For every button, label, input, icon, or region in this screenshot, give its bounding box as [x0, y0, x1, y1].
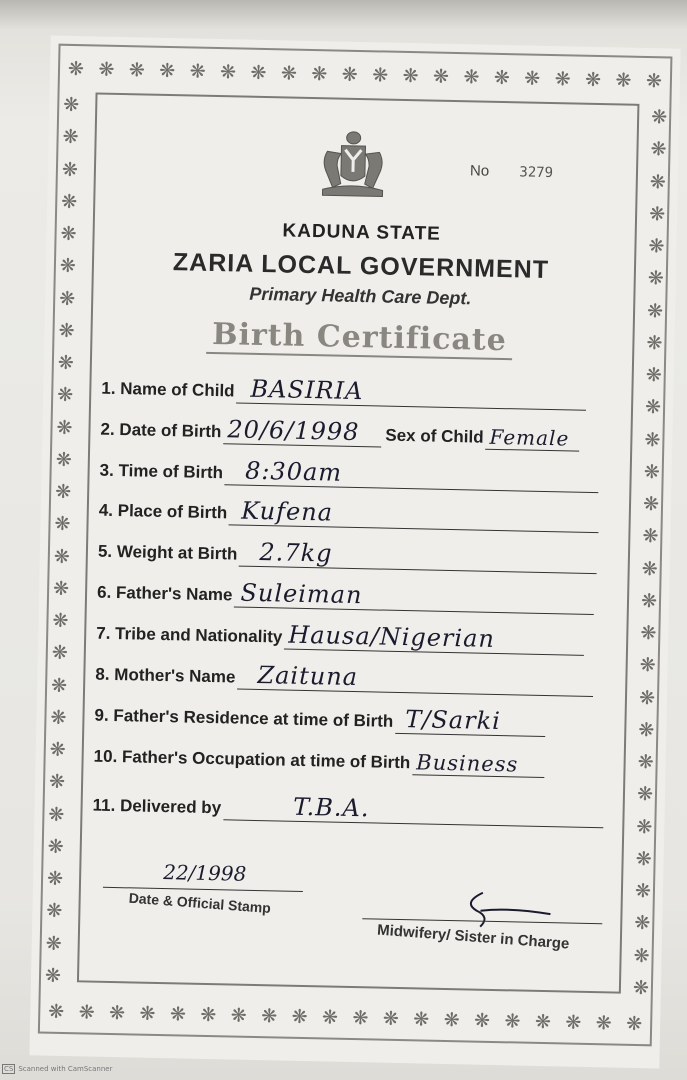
- ornament-icon: ❋: [632, 976, 650, 999]
- ornament-icon: ❋: [61, 190, 78, 213]
- ornament-icon: ❋: [650, 138, 667, 161]
- state-title: KADUNA STATE: [282, 220, 442, 245]
- ornament-icon: ❋: [352, 1007, 369, 1030]
- ornament-icon: ❋: [53, 545, 70, 568]
- field-value: 20/6/1998: [227, 415, 360, 447]
- field-label: 4. Place of Birth: [98, 500, 228, 523]
- ornament-icon: ❋: [636, 783, 654, 806]
- ornament-icon: ❋: [638, 686, 656, 709]
- ornament-icon: ❋: [584, 68, 602, 92]
- field-value: 8:30am: [244, 456, 343, 487]
- ornament-icon: ❋: [637, 750, 654, 774]
- ornament-icon: ❋: [321, 1006, 339, 1029]
- ornament-icon: ❋: [646, 299, 664, 322]
- ornament-icon: ❋: [524, 67, 541, 90]
- ornament-icon: ❋: [443, 1008, 460, 1032]
- ornament-icon: ❋: [633, 944, 650, 967]
- ornament-icon: ❋: [52, 609, 69, 633]
- ornament-icon: ❋: [200, 1003, 217, 1027]
- ornament-icon: ❋: [63, 93, 80, 117]
- ornament-icon: ❋: [640, 589, 658, 613]
- ornament-icon: ❋: [649, 170, 667, 193]
- ornament-icon: ❋: [636, 815, 653, 838]
- date-value: 22/1998: [163, 860, 247, 886]
- field-line: [395, 707, 546, 737]
- ornament-icon: ❋: [45, 932, 62, 955]
- field-label: 9. Father's Residence at time of Birth: [94, 705, 394, 731]
- certificate-number: [470, 162, 553, 181]
- field-line: [412, 748, 545, 778]
- field-label: 7. Tribe and Nationality: [96, 623, 283, 647]
- field-value-sex: Female: [489, 424, 570, 451]
- ornament-icon: ❋: [139, 1002, 156, 1025]
- ornament-icon: ❋: [50, 706, 67, 729]
- midwife-label: Midwifery/ Sister in Charge: [376, 921, 570, 953]
- ornament-icon: ❋: [646, 331, 663, 355]
- local-government-title: ZARIA LOCAL GOVERNMENT: [172, 248, 550, 284]
- ornament-icon: ❋: [54, 512, 71, 536]
- birth-certificate: [29, 36, 680, 1069]
- ornament-icon: ❋: [341, 63, 358, 86]
- ornament-icon: ❋: [61, 158, 79, 181]
- ornament-icon: ❋: [625, 1012, 643, 1036]
- ornament-icon: ❋: [554, 68, 571, 91]
- ornament-icon: ❋: [648, 235, 665, 258]
- scanner-watermark: [2, 1064, 113, 1074]
- ornament-icon: ❋: [643, 460, 660, 484]
- field-line: [223, 417, 382, 447]
- ornament-icon: ❋: [534, 1010, 552, 1034]
- midwife-signature: [452, 882, 573, 935]
- ornament-icon: ❋: [54, 480, 72, 504]
- field-label: 2. Date of Birth: [100, 419, 222, 442]
- field-value: T.B.A.: [292, 792, 370, 823]
- ornament-icon: ❋: [49, 738, 66, 761]
- ornament-icon: ❋: [291, 1005, 308, 1029]
- scanner-text: Scanned with CamScanner: [18, 1065, 113, 1073]
- ornament-icon: ❋: [98, 58, 115, 81]
- ornament-icon: ❋: [52, 577, 70, 600]
- field-label-sex: Sex of Child: [385, 425, 484, 447]
- ornament-icon: ❋: [382, 1007, 400, 1031]
- ornament-icon: ❋: [250, 61, 267, 85]
- ornament-icon: ❋: [48, 803, 65, 826]
- ornament-icon: ❋: [62, 126, 79, 149]
- ornament-icon: ❋: [639, 654, 656, 677]
- ornament-icon: ❋: [645, 69, 663, 93]
- ornament-icon: ❋: [651, 106, 668, 129]
- scanner-logo: CS: [4, 1065, 14, 1073]
- ornament-icon: ❋: [108, 1001, 126, 1025]
- ornament-icon: ❋: [595, 1012, 612, 1035]
- ornament-icon: ❋: [260, 1005, 278, 1028]
- ornament-icon: ❋: [473, 1009, 491, 1032]
- ornament-icon: ❋: [67, 57, 85, 81]
- ornament-icon: ❋: [56, 383, 74, 407]
- ornament-icon: ❋: [635, 847, 652, 871]
- ornament-icon: ❋: [565, 1011, 582, 1034]
- coat-of-arms-icon: [312, 129, 393, 201]
- field-value: Kufena: [241, 496, 334, 527]
- ornament-icon: ❋: [58, 319, 75, 342]
- ornament-icon: ❋: [641, 557, 658, 580]
- ornament-icon: ❋: [647, 267, 665, 290]
- ornament-icon: ❋: [48, 770, 66, 794]
- ornament-icon: ❋: [402, 64, 419, 88]
- field-value: Zaituna: [257, 660, 359, 692]
- ornament-icon: ❋: [219, 61, 237, 84]
- field-value: Hausa/Nigerian: [288, 620, 496, 653]
- ornament-icon: ❋: [128, 59, 146, 82]
- department-title: Primary Health Care Dept.: [249, 283, 472, 309]
- ornament-icon: ❋: [504, 1010, 521, 1033]
- ornament-icon: ❋: [46, 899, 63, 923]
- ornament-icon: ❋: [493, 66, 511, 90]
- ornament-icon: ❋: [48, 1000, 65, 1024]
- ornament-icon: ❋: [159, 59, 176, 83]
- field-label: 10. Father's Occupation at time of Birth: [93, 746, 411, 773]
- ornament-icon: ❋: [638, 718, 655, 742]
- ornament-icon: ❋: [59, 287, 76, 310]
- ornament-icon: ❋: [44, 964, 62, 987]
- field-line: [485, 423, 580, 452]
- ornament-icon: ❋: [50, 674, 68, 697]
- field-label: 11. Delivered by: [92, 795, 222, 818]
- ornament-icon: ❋: [169, 1003, 187, 1026]
- ornament-icon: ❋: [59, 255, 77, 278]
- ornament-icon: ❋: [311, 62, 328, 86]
- ornament-icon: ❋: [60, 222, 77, 246]
- date-stamp-label: Date & Official Stamp: [128, 889, 272, 917]
- ornament-icon: ❋: [642, 493, 660, 516]
- ornament-icon: ❋: [280, 62, 298, 85]
- field-label: 6. Father's Name: [96, 582, 233, 605]
- field-label: 8. Mother's Name: [95, 664, 236, 687]
- field-value: Business: [416, 750, 519, 777]
- ornament-icon: ❋: [55, 448, 73, 471]
- field-label: 5. Weight at Birth: [97, 541, 238, 564]
- ornament-icon: ❋: [413, 1008, 430, 1031]
- ornament-icon: ❋: [57, 351, 75, 375]
- ornament-icon: ❋: [56, 416, 73, 439]
- ornament-icon: ❋: [644, 428, 661, 451]
- field-value: 2.7kg: [259, 538, 333, 568]
- ornament-icon: ❋: [189, 60, 206, 83]
- certificate-number-label: No: [469, 162, 490, 180]
- field-label: 1. Name of Child: [101, 378, 235, 401]
- ornament-icon: ❋: [645, 364, 662, 387]
- ornament-icon: ❋: [642, 525, 659, 548]
- ornament-icon: ❋: [371, 64, 389, 87]
- certificate-number-value: 3279: [519, 164, 554, 182]
- ornament-icon: ❋: [640, 621, 657, 645]
- field-label: 3. Time of Birth: [99, 460, 224, 483]
- field-value: Suleiman: [240, 578, 363, 610]
- ornament-icon: ❋: [648, 202, 666, 226]
- ornament-icon: ❋: [47, 835, 64, 858]
- ornament-icon: ❋: [634, 879, 652, 903]
- field-value: T/Sarki: [405, 705, 502, 736]
- document-title-text: Birth Certificate: [206, 317, 513, 360]
- ornament-icon: ❋: [78, 1001, 95, 1024]
- ornament-icon: ❋: [51, 641, 68, 665]
- ornament-icon: ❋: [615, 69, 632, 92]
- ornament-icon: ❋: [644, 396, 662, 419]
- ornament-icon: ❋: [432, 65, 450, 88]
- ornament-icon: ❋: [230, 1004, 247, 1027]
- ornament-icon: ❋: [634, 912, 651, 935]
- field-value: BASIRIA: [250, 374, 364, 406]
- ornament-icon: ❋: [46, 867, 64, 890]
- ornament-icon: ❋: [463, 66, 480, 89]
